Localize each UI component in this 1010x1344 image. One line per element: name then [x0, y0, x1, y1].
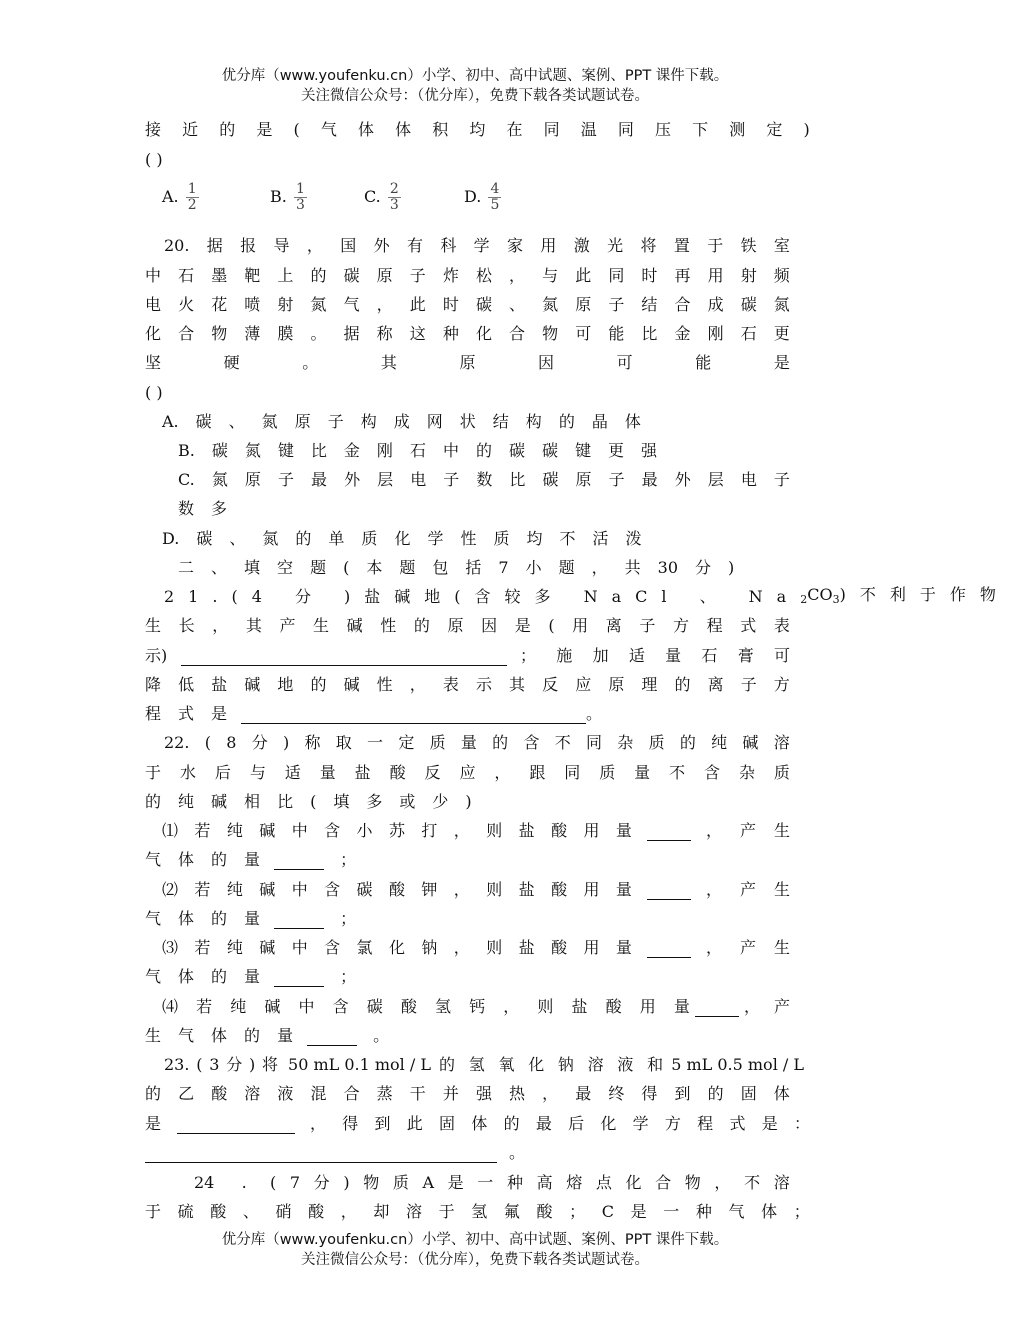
q19-text: 接 近 的 是 ( 气 体 体 积 均 在 同 温 同 压 下 测 定 )	[145, 120, 810, 139]
answer-blank[interactable]	[241, 705, 586, 724]
answer-blank[interactable]	[647, 822, 691, 841]
answer-blank[interactable]	[274, 968, 324, 987]
q19-line-1	[145, 118, 810, 142]
q20-option-b: B. 碳 氮 键 比 金 刚 石 中 的 碳 碳 键 更 强	[178, 441, 658, 460]
q21-line-3: 示) ； 施 加 适 量 石 膏 可	[145, 646, 790, 665]
q24-line-1: 24 . ( 7 分 ) 物 质 A 是 一 种 高 熔 点 化 合 物 ， 不 溶	[194, 1173, 790, 1192]
q22-item-4-cont: 生 气 体 的 量 。	[145, 1026, 390, 1045]
fraction: $\frac{4}{5}$	[490, 181, 500, 213]
q21-line-5: 程 式 是 。	[145, 704, 603, 723]
q22-item-2-cont: 气 体 的 量 ；	[145, 909, 357, 928]
header-line-1: 优分库（www.youfenku.cn）小学、初中、高中试题、案例、PPT 课件下载。	[221, 68, 729, 84]
page-footer	[0, 1230, 950, 1270]
answer-blank[interactable]	[177, 1115, 295, 1134]
header-line-2: 关注微信公众号：（优分库），免费下载各类试题试卷。	[301, 88, 649, 104]
q22-line-2: 于 水 后 与 适 量 盐 酸 反 应 ， 跟 同 质 量 不 含 杂 质	[145, 763, 790, 782]
q20-line-5: 坚 硬 。 其 原 因 可 能 是	[145, 353, 790, 372]
q24-line-2: 于 硫 酸 、 硝 酸 ， 却 溶 于 氢 氟 酸 ； C 是 一 种 气 体 ；	[145, 1202, 810, 1221]
q20-option-a: A. 碳 、 氮 原 子 构 成 网 状 结 构 的 晶 体	[162, 412, 641, 431]
answer-blank[interactable]	[274, 851, 324, 870]
q20-option-c-cont: 数 多	[178, 499, 228, 518]
footer-line-2: 关注微信公众号：（优分库），免费下载各类试题试卷。	[301, 1252, 649, 1268]
answer-blank[interactable]	[181, 647, 507, 666]
fraction: $\frac{1}{2}$	[187, 181, 197, 213]
q20-line-4: 化 合 物 薄 膜 。 据 称 这 种 化 合 物 可 能 比 金 刚 石 更	[145, 324, 790, 343]
q22-item-3-cont: 气 体 的 量 ；	[145, 967, 357, 986]
q22-item-3: ⑶ 若 纯 碱 中 含 氯 化 钠 ， 则 盐 酸 用 量 ， 产 生	[162, 938, 790, 957]
q22-item-1: ⑴ 若 纯 碱 中 含 小 苏 打 ， 则 盐 酸 用 量 ， 产 生	[162, 821, 790, 840]
q19-option-c: C. $\frac{2}{3}$	[364, 181, 399, 213]
q21-line-1: 21.(4 分 )盐碱地(含较多 NaCl 、 Na 2CO3)不利于作物	[164, 584, 1010, 606]
q22-item-2: ⑵ 若 纯 碱 中 含 碳 酸 钾 ， 则 盐 酸 用 量 ， 产 生	[162, 880, 790, 899]
answer-blank[interactable]	[145, 1144, 497, 1163]
answer-blank[interactable]	[307, 1027, 357, 1046]
answer-blank[interactable]	[647, 881, 691, 900]
q20-line-3: 电 火 花 喷 射 氮 气 ， 此 时 碳 、 氮 原 子 结 合 成 碳 氮	[145, 295, 790, 314]
q19-option-a: A. $\frac{1}{2}$	[162, 181, 197, 213]
fraction: $\frac{2}{3}$	[389, 181, 399, 213]
q21-line-4: 降 低 盐 碱 地 的 碱 性 ， 表 示 其 反 应 原 理 的 离 子 方	[145, 675, 790, 694]
q20-answer-paren: ( )	[145, 383, 163, 402]
q23-line-3: 是 ， 得 到 此 固 体 的 最 后 化 学 方 程 式 是 ：	[145, 1114, 810, 1133]
footer-line-1: 优分库（www.youfenku.cn）小学、初中、高中试题、案例、PPT 课件下载。	[221, 1232, 729, 1248]
q22-line-3: 的 纯 碱 相 比 ( 填 多 或 少 )	[145, 792, 472, 811]
q19-option-d: D. $\frac{4}{5}$	[464, 181, 500, 213]
q21-line-2: 生 长 ， 其 产 生 碱 性 的 原 因 是 ( 用 离 子 方 程 式 表	[145, 616, 790, 635]
answer-blank[interactable]	[647, 939, 691, 958]
q20-line-1: 20. 据 报 导 ， 国 外 有 科 学 家 用 激 光 将 置 于 铁 室	[164, 236, 790, 255]
q23-line-2: 的 乙 酸 溶 液 混 合 蒸 干 并 强 热 ， 最 终 得 到 的 固 体	[145, 1084, 790, 1103]
q23-line-1: 23. ( 3 分 ) 将 50 mL 0.1 mol / L 的 氢 氧 化 钠 溶 液 和 5 mL 0.5 mol / L	[164, 1055, 804, 1074]
q22-item-1-cont: 气 体 的 量 ；	[145, 850, 357, 869]
q20-option-d: D. 碳 、 氮 的 单 质 化 学 性 质 均 不 活 泼	[162, 529, 642, 548]
q22-line-1: 22. ( 8 分 ) 称 取 一 定 质 量 的 含 不 同 杂 质 的 纯 碱 溶	[164, 733, 790, 752]
section-2-heading: 二 、 填 空 题 ( 本 题 包 括 7 小 题 ， 共 30 分 )	[178, 558, 735, 577]
q22-item-4: ⑷ 若 纯 碱 中 含 碳 酸 氢 钙 ， 则 盐 酸 用 量 ， 产	[162, 997, 790, 1016]
page-header	[0, 66, 950, 106]
q19-answer-paren: ( )	[145, 150, 163, 169]
q19-option-b: B. $\frac{1}{3}$	[270, 181, 305, 213]
q23-line-4: 。	[145, 1141, 810, 1165]
q20-line-2: 中 石 墨 靶 上 的 碳 原 子 炸 松 ， 与 此 同 时 再 用 射 频	[145, 266, 790, 285]
answer-blank[interactable]	[274, 910, 324, 929]
fraction: $\frac{1}{3}$	[295, 181, 305, 213]
q20-option-c: C. 氮 原 子 最 外 层 电 子 数 比 碳 原 子 最 外 层 电 子	[178, 470, 790, 489]
answer-blank[interactable]	[695, 998, 739, 1017]
